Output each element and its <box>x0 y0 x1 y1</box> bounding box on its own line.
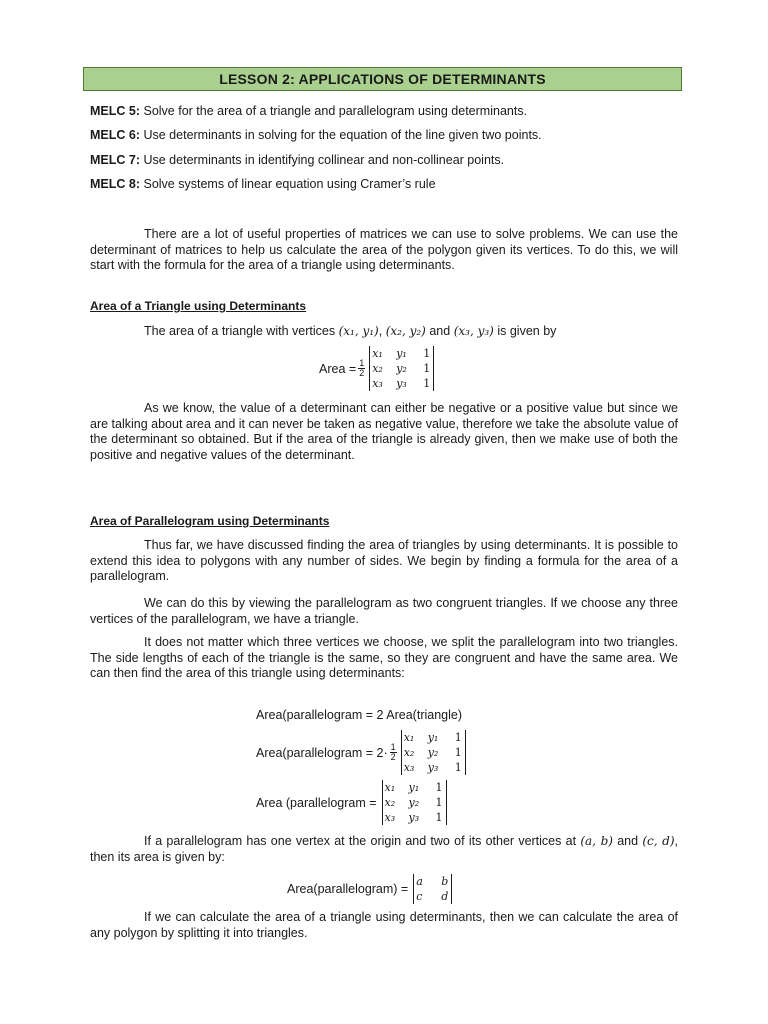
lesson-title-bar <box>83 67 682 91</box>
triangle-explanation: As we know, the value of a determinant can either be negative or a positive value but since we are talking about area and it can never be taken as negative value, therefore we take the absolute value of the determinant so obtained. But if the area of the triangle is already given, then we make use of both the positive and negative values of the determinant. <box>90 401 678 462</box>
parallelogram-eq-1: Area(parallelogram = 2 Area(triangle) <box>256 708 463 722</box>
melc-item <box>90 177 436 191</box>
matrix-cell: 1 <box>423 362 431 375</box>
triangle-intro-text: The area of a triangle with vertices <box>144 324 336 338</box>
matrix-cell: b <box>441 875 449 888</box>
eq4-label: Area(parallelogram) = <box>287 882 409 896</box>
matrix-cell: x₃ <box>372 377 383 390</box>
parallelogram-para-5: If we can calculate the area of a triangle using determinants, then we can calculate the area of any polygon by splitting it into triangles. <box>90 910 678 940</box>
vertex-1: (x₁, y₁) <box>338 324 379 338</box>
one-half-fraction <box>390 743 397 762</box>
triangle-intro-line: The area of a triangle with vertices (x₁, y₁), (x₂, y₂) and (x₃, y₃) is given by <box>144 324 557 338</box>
melc-text: Use determinants in identifying collinear and non-collinear points. <box>143 153 505 167</box>
matrix-cell: x₃ <box>384 811 396 824</box>
triangle-determinant <box>369 346 434 391</box>
matrix-cell: y₁ <box>408 781 420 794</box>
triangle-area-formula <box>319 346 434 391</box>
matrix-cell: 1 <box>435 796 443 809</box>
vertex-2: (x₂, y₂) <box>385 324 426 338</box>
and-word: and <box>617 834 639 848</box>
matrix-cell: 1 <box>423 347 431 360</box>
fraction-denominator: 2 <box>390 752 396 762</box>
triangle-determinant <box>401 730 466 775</box>
melc-item <box>90 128 542 142</box>
parallelogram-para-3: It does not matter which three vertices we choose, we split the parallelogram into two triangles. The side lengths of each of the triangle is the same, so they are congruent and have the same area. We can then find the area of this triangle using determinants: <box>90 635 678 681</box>
melc-item <box>90 104 527 118</box>
melc-code: MELC 6: <box>90 128 140 142</box>
and-word: and <box>429 324 451 338</box>
point-ab: (a, b) <box>580 834 613 848</box>
matrix-cell: y₂ <box>408 796 420 809</box>
matrix-cell: 1 <box>435 781 443 794</box>
matrix-cell: x₂ <box>384 796 396 809</box>
matrix-cell: x₁ <box>384 781 396 794</box>
matrix-cell: 1 <box>435 811 443 824</box>
melc-code: MELC 8: <box>90 177 140 191</box>
matrix-cell: y₁ <box>427 731 439 744</box>
triangle-determinant <box>382 780 447 825</box>
matrix-cell: 1 <box>454 746 462 759</box>
matrix-cell: y₃ <box>396 377 407 390</box>
fraction-numerator: 1 <box>359 358 365 368</box>
lesson-title: LESSON 2: APPLICATIONS OF DETERMINANTS <box>219 71 546 87</box>
matrix-cell: x₂ <box>403 746 415 759</box>
matrix-cell: 1 <box>423 377 431 390</box>
matrix-cell: x₁ <box>372 347 383 360</box>
formula-label: Area = <box>319 361 357 376</box>
matrix-cell: x₁ <box>403 731 415 744</box>
matrix-cell: x₃ <box>403 761 415 774</box>
parallelogram-eq-3 <box>256 780 447 825</box>
melc-text: Solve for the area of a triangle and parallelogram using determinants. <box>143 104 528 118</box>
vertex-3: (x₃, y₃) <box>453 324 494 338</box>
matrix-cell: y₃ <box>427 761 439 774</box>
one-half-fraction <box>358 359 365 378</box>
given-by-text: is given by <box>497 324 557 338</box>
matrix-cell: d <box>441 890 449 903</box>
parallelogram-para-2: We can do this by viewing the parallelogram as two congruent triangles. If we choose any three vertices of the parallelogram, we have a triangle. <box>90 596 678 626</box>
melc-text: Solve systems of linear equation using Cramer’s rule <box>143 177 436 191</box>
parallelogram-eq-4 <box>287 874 452 904</box>
melc-item <box>90 153 504 167</box>
origin-determinant <box>413 874 452 904</box>
eq2-label: Area(parallelogram = 2· <box>256 745 388 760</box>
fraction-numerator: 1 <box>390 742 396 752</box>
eq3-label: Area (parallelogram = <box>256 795 377 810</box>
melc-code: MELC 5: <box>90 104 140 118</box>
parallelogram-para-1: Thus far, we have discussed finding the area of triangles by using determinants. It is possible to extend this idea to polygons with any number of sides. We begin by finding a formula for the area of a parallelogram. <box>90 538 678 584</box>
point-cd: (c, d) <box>642 834 675 848</box>
para4-end: , then its area is given by: <box>90 834 678 864</box>
matrix-cell: c <box>416 890 423 903</box>
fraction-denominator: 2 <box>359 368 365 378</box>
melc-text: Use determinants in solving for the equation of the line given two points. <box>143 128 542 142</box>
parallelogram-eq-2 <box>256 730 466 775</box>
matrix-cell: y₃ <box>408 811 420 824</box>
matrix-cell: x₂ <box>372 362 383 375</box>
matrix-cell: a <box>416 875 423 888</box>
matrix-cell: 1 <box>454 731 462 744</box>
matrix-cell: y₂ <box>396 362 407 375</box>
melc-code: MELC 7: <box>90 153 140 167</box>
intro-paragraph: There are a lot of useful properties of matrices we can use to solve problems. We can use the determinant of matrices to help us calculate the area of the polygon given its vertices. To do this, we will start with the formula for the area of a triangle using determinants. <box>90 227 678 273</box>
para4-start: If a parallelogram has one vertex at the origin and two of its other vertices at <box>144 834 577 848</box>
matrix-cell: y₁ <box>396 347 407 360</box>
parallelogram-heading: Area of Parallelogram using Determinants <box>90 514 330 528</box>
matrix-cell: 1 <box>454 761 462 774</box>
triangle-heading: Area of a Triangle using Determinants <box>90 299 307 313</box>
matrix-cell: y₂ <box>427 746 439 759</box>
parallelogram-para-4 <box>90 834 678 865</box>
